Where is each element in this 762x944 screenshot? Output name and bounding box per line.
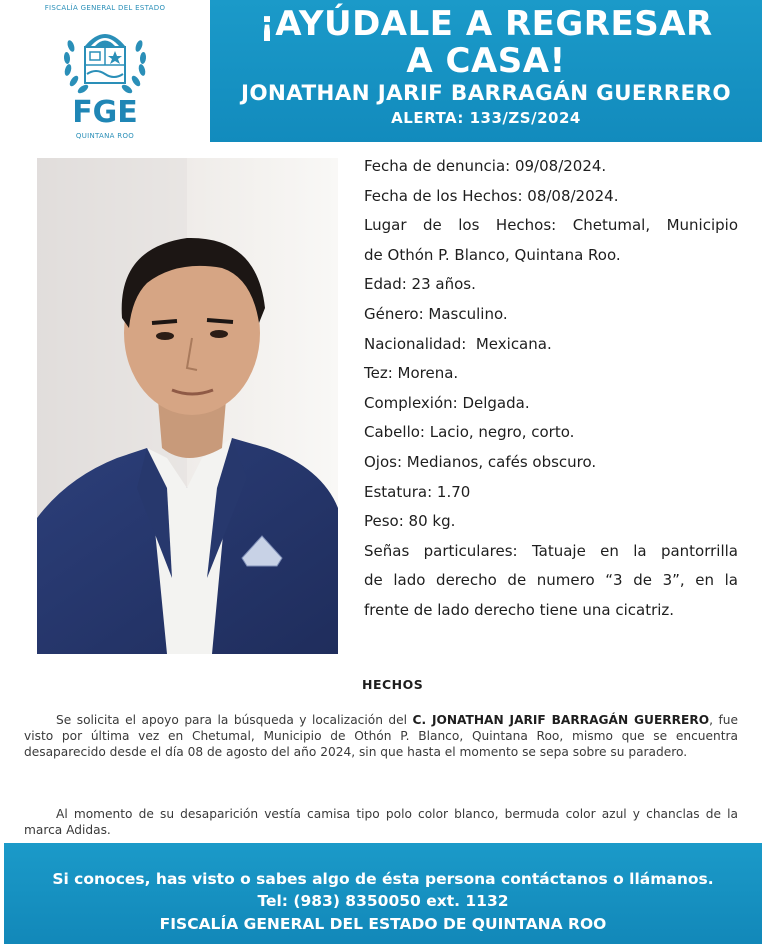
detail-cabello: Cabello: Lacio, negro, corto. [364,423,575,442]
detail-genero: Género: Masculino. [364,304,508,323]
detail-estatura: Estatura: 1.70 [364,482,471,501]
detail-senas-line1: Señas particulares: Tatuaje en la pantorrilla [364,541,738,560]
logo-acronym: FGE [72,95,138,130]
fge-logo [40,4,170,144]
title-line-1: ¡AYÚDALE A REGRESAR [259,4,713,44]
logo-bottom-text: QUINTANA ROO [75,132,135,140]
detail-senas-line3: frente de lado derecho tiene una cicatriz. [364,600,675,619]
detail-ojos: Ojos: Medianos, cafés obscuro. [364,452,597,471]
hechos-paragraph-1 [24,712,738,760]
footer-agency: FISCALÍA GENERAL DEL ESTADO DE QUINTANA ROO [159,915,607,933]
footer-call-to-action: Si conoces, has visto o sabes algo de ésta persona contáctanos o llámanos. [52,870,714,888]
fge-emblem-icon [57,16,153,102]
person-name: JONATHAN JARIF BARRAGÁN GUERRERO [241,81,731,106]
header-banner [210,0,762,142]
alert-number: ALERTA: 133/ZS/2024 [391,109,581,127]
footer-phone: Tel: (983) 8350050 ext. 1132 [257,892,509,910]
detail-tez: Tez: Morena. [364,364,459,383]
person-photo-illustration [37,158,338,654]
hechos-paragraph-2: Al momento de su desaparición vestía camisa tipo polo color blanco, bermuda color azul y chanclas de la marca Adidas. [24,807,738,837]
detail-lugar-line1: Lugar de los Hechos: Chetumal, Municipio [364,216,738,235]
detail-lugar-line2: de Othón P. Blanco, Quintana Roo. [364,245,621,264]
detail-edad: Edad: 23 años. [364,275,476,294]
detail-senas-line2: de lado derecho de numero “3 de 3”, en la [364,571,738,590]
title-line-2: A CASA! [406,41,566,81]
contact-footer [4,843,762,944]
person-photo [37,158,338,654]
hechos-p1-rest: , fue visto por última vez en Chetumal, Municipio de Othón P. Blanco, Quintana Roo, mismo que se encuentra desaparecido desde el día 08 de agosto del año 2024, sin que hasta el momento se sepa sobre su paradero. [24,713,738,759]
detail-fecha-denuncia: Fecha de denuncia: 09/08/2024. [364,157,607,175]
detail-fecha-hechos: Fecha de los Hechos: 08/08/2024. [364,186,619,205]
hechos-p1-name: C. JONATHAN JARIF BARRAGÁN GUERRERO [412,713,710,727]
hechos-heading: HECHOS [362,677,424,692]
hechos-p1-intro: Se solicita el apoyo para la búsqueda y localización del [56,713,413,727]
logo-top-text: FISCALÍA GENERAL DEL ESTADO [44,4,166,12]
detail-nacionalidad: Nacionalidad: Mexicana. [364,334,552,353]
person-details [364,152,738,626]
detail-peso: Peso: 80 kg. [364,512,456,531]
detail-complexion: Complexión: Delgada. [364,393,530,412]
